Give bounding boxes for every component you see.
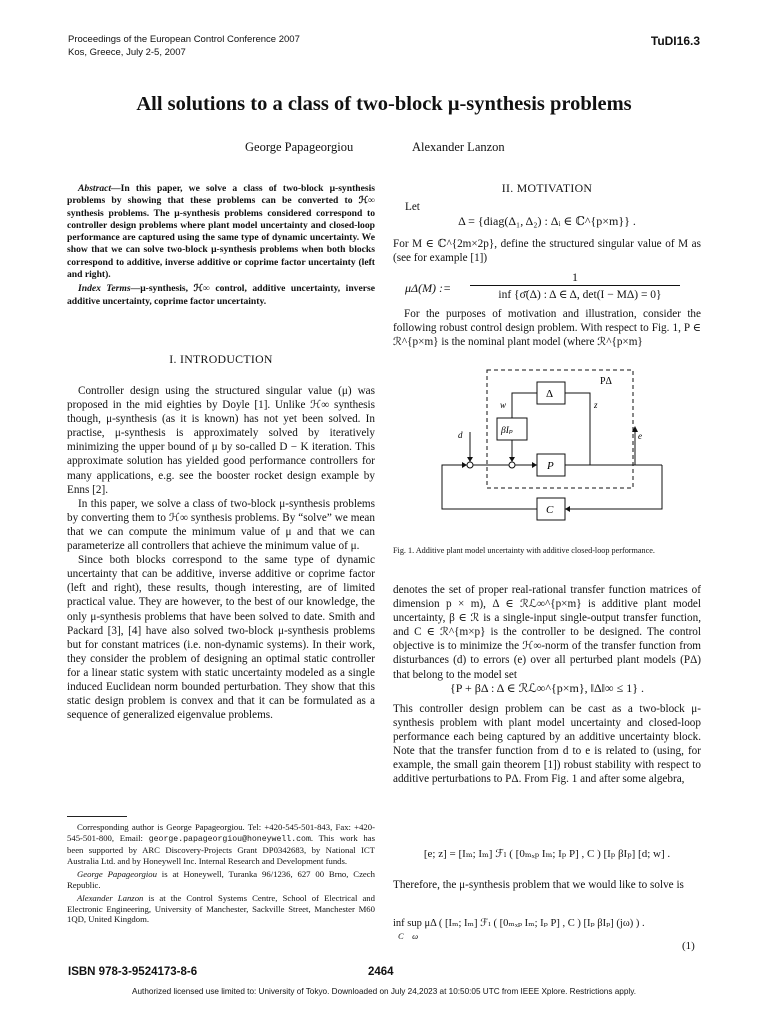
equation-mu-numerator: 1	[572, 270, 578, 284]
equation-mu	[405, 270, 701, 304]
therefore-paragraph: Therefore, the μ-synthesis problem that we would like to solve is	[393, 879, 684, 891]
d-signal-arrowhead	[467, 457, 473, 462]
sum1-input-arrowhead	[462, 462, 467, 468]
summing-junction-1	[467, 462, 473, 468]
figure-1-caption: Fig. 1. Additive plant model uncertainty with additive closed-loop performance.	[393, 546, 655, 555]
delta-block-label: Δ	[546, 388, 554, 400]
cast-paragraph: This controller design problem can be cast as a two-block μ-synthesis problem with plant model uncertainty and closed-loop performance each being captured by an additive uncertainty block. Note that the transfer function from d to e is related to (using, for example, the small gain theorem [1]) robust stability with respect to additive perturbations to PΔ. From Fig. 1 and after some algebra,	[393, 703, 701, 786]
footnote-corresponding	[67, 822, 375, 866]
equation-mu-denominator: inf {σ̄(Δ) : Δ ∈ Δ, det(I − MΔ) = 0}	[498, 289, 662, 301]
proceedings-name: Proceedings of the European Control Conference 2007	[68, 34, 300, 45]
e-signal-label: e	[638, 431, 642, 441]
equation-delta: Δ = {diag(Δ₁, Δ₂) : Δᵢ ∈ ℂ^{p×m}} .	[458, 214, 636, 228]
w-signal-line	[512, 393, 537, 418]
abstract-text: In this paper, we solve a class of two-block μ-synthesis problems by showing that these problems can be converted to ℋ∞ synthesis problems. The μ-synthesis problems considered correspond to controller design problems where plant model uncertainty and closed-loop performance are captured using the same type of dynamic uncertainty. We show that we can solve two-block μ-synthesis problems when both blocks correspond to additive, inverse additive or coprime factor uncertainty (left and right).	[67, 183, 375, 281]
intro-heading: I. INTRODUCTION	[169, 352, 273, 366]
proceedings-header	[68, 33, 300, 59]
equation-inf-sup: inf sup μΔ ( [Iₘ; Iₘ] ℱₗ ( [0ₘₓₚ Iₘ; Iₚ P] , C ) [Iₚ βIₚ] (jω) ) .	[393, 918, 645, 929]
c-output-line	[442, 465, 537, 509]
for-m-text: For M ∈ ℂ^{2m×2p}, define the structured singular value of M as (see for example [1])	[393, 238, 701, 265]
p-input-arrowhead	[532, 462, 537, 468]
d-signal-label: d	[458, 430, 463, 440]
index-terms-label: Index Terms—	[78, 283, 141, 295]
purpose-paragraph	[393, 307, 701, 349]
abstract	[67, 183, 375, 281]
paper-title: All solutions to a class of two-block μ-synthesis problems	[136, 93, 632, 115]
left-column	[67, 183, 375, 308]
intro-paragraph-1: Controller design using the structured singular value (μ) was proposed in the mid eighties by Doyle [1]. Unlike ℋ∞ synthesis though, μ-synthesis (as it is known) has not yet been solved. In practise, μ-synthesis is approximately solved by iteratively minimizing the upper bound of μ by so-called D − K iteration. This approximate solution has yielded good performance controllers for many applications, e.g. see the booster rocket design example by Enns [2].	[67, 385, 375, 496]
footnotes	[67, 822, 375, 928]
equation-inf-sup-subscripts: C ω	[398, 931, 419, 941]
abstract-label: Abstract—	[78, 183, 121, 194]
feedback-to-c-line	[565, 465, 662, 509]
isbn: ISBN 978-3-9524173-8-6	[68, 966, 198, 978]
intro-body	[67, 384, 375, 722]
beta-out-arrowhead	[509, 457, 515, 462]
equation-mu-lhs: μΔ(M) :=	[405, 281, 452, 295]
author-1: George Papageorgiou	[245, 140, 354, 154]
footnote-divider	[67, 816, 127, 817]
author-2: Alexander Lanzon	[412, 140, 505, 154]
let-text: Let	[405, 201, 420, 213]
conference-location: Kos, Greece, July 2-5, 2007	[68, 47, 186, 58]
figure-1-block-diagram	[440, 362, 680, 528]
footnote-corr-a: Corresponding author is George Papageorgiou. Tel: +420-545-501-843, Fax: +420-545-501-800, Email:	[67, 822, 375, 843]
footnote-gp	[67, 869, 375, 890]
equation-mu-fraction-bar	[470, 285, 680, 286]
index-terms-text: μ-synthesis, ℋ∞ control, additive uncertainty, inverse additive uncertainty, coprime factor uncertainty.	[67, 283, 375, 307]
equation-number: (1)	[682, 940, 695, 952]
c-input-arrowhead	[565, 506, 570, 512]
equation-ez: [e; z] = [Iₘ; Iₘ] ℱₗ ( [0ₘₓₚ Iₘ; Iₚ P] , C ) [Iₚ βIₚ] [d; w] .	[423, 848, 671, 860]
p-block-label: P	[547, 460, 554, 472]
footnote-gp-name: George Papageorgiou	[77, 869, 157, 879]
equation-model-set: {P + βΔ : Δ ∈ ℛℒ∞^{p×m}, ‖Δ‖∞ ≤ 1} .	[450, 681, 644, 695]
purpose-text: For the purposes of motivation and illustration, consider the following robust control design problem. With respect to Fig. 1, P ∈ ℛ^{p×m} is the nominal plant model (where ℛ^{p×m}	[393, 308, 701, 349]
beta-block-label: βIₚ	[501, 426, 513, 436]
z-signal-label: z	[594, 400, 598, 410]
p-delta-label: PΔ	[600, 376, 612, 387]
footnote-corr-b: . This work has been supported by ARC Discovery-Projects Grant DP0342683, by National ICT Australia Ltd. and by Honeywell Inc. Internal Research and Development funds.	[67, 832, 375, 866]
intro-paragraph-3: Since both blocks correspond to the same type of dynamic uncertainty that can be additive, inverse additive or coprime factor (left and right), these results, though interesting, are of limited practical value. They are however, to the best of our knowledge, the only μ-synthesis problems that have been solved to date. Smith and Packard [3], [4] have also solved two-block μ-synthesis problems but for constant matrices (i.e. non-dynamic systems). In their work, they consider the problem of designing an optimal static controller for a linear static system with static uncertainty modeled as a single induced Euclidean norm bounded perturbation. They show that this static design problem is convex and that it can be formulated as a sequence of generalized eigenvalue problems.	[67, 554, 375, 722]
denotes-paragraph: denotes the set of proper real-rational transfer function matrices of dimension p × m), Δ ∈ ℛℒ∞^{p×m} is additive plant model uncertainty, β ∈ ℛ is a single-input single-output transfer function, and C ∈ ℛ^{m×p} is the controller to be designed. The control objective is to minimize the ℋ∞-norm of the transfer function from disturbances (d) to errors (e) over all perturbed plant models (PΔ) that belong to the model set	[393, 584, 701, 681]
intro-paragraph-2: In this paper, we solve a class of two-block μ-synthesis problems by converting them to ℋ∞ synthesis problems. By “solve” we mean that we can compute the minimum value of μ and that we can parameterize all controllers that achieve the minimum value of μ.	[67, 497, 375, 553]
w-signal-label: w	[500, 400, 507, 410]
footnote-al-text: is at the Control Systems Centre, School of Electrical and Electronic Engineering, University of Manchester, Sackville Street, Manchester M60 1QD, United Kingdom.	[67, 893, 375, 924]
footnote-gp-text: is at Honeywell, Turanka 96/1236, 627 00 Brno, Czech Republic.	[67, 869, 375, 890]
z-signal-line	[565, 393, 590, 465]
footnote-al	[67, 893, 375, 925]
summing-junction-2	[509, 462, 515, 468]
session-code: TuDI16.3	[650, 34, 700, 48]
c-block-label: C	[546, 504, 554, 516]
page-number: 2464	[368, 966, 394, 978]
license-notice: Authorized licensed use limited to: University of Tokyo. Downloaded on July 24,2023 at 10:50:05 UTC from IEEE Xplore. Restrictions apply.	[132, 987, 636, 996]
motivation-heading: II. MOTIVATION	[501, 181, 593, 195]
footnote-al-name: Alexander Lanzon	[77, 893, 144, 903]
author-email-link[interactable]: george.papageorgiou@honeywell.com	[148, 834, 311, 844]
index-terms	[67, 283, 375, 308]
